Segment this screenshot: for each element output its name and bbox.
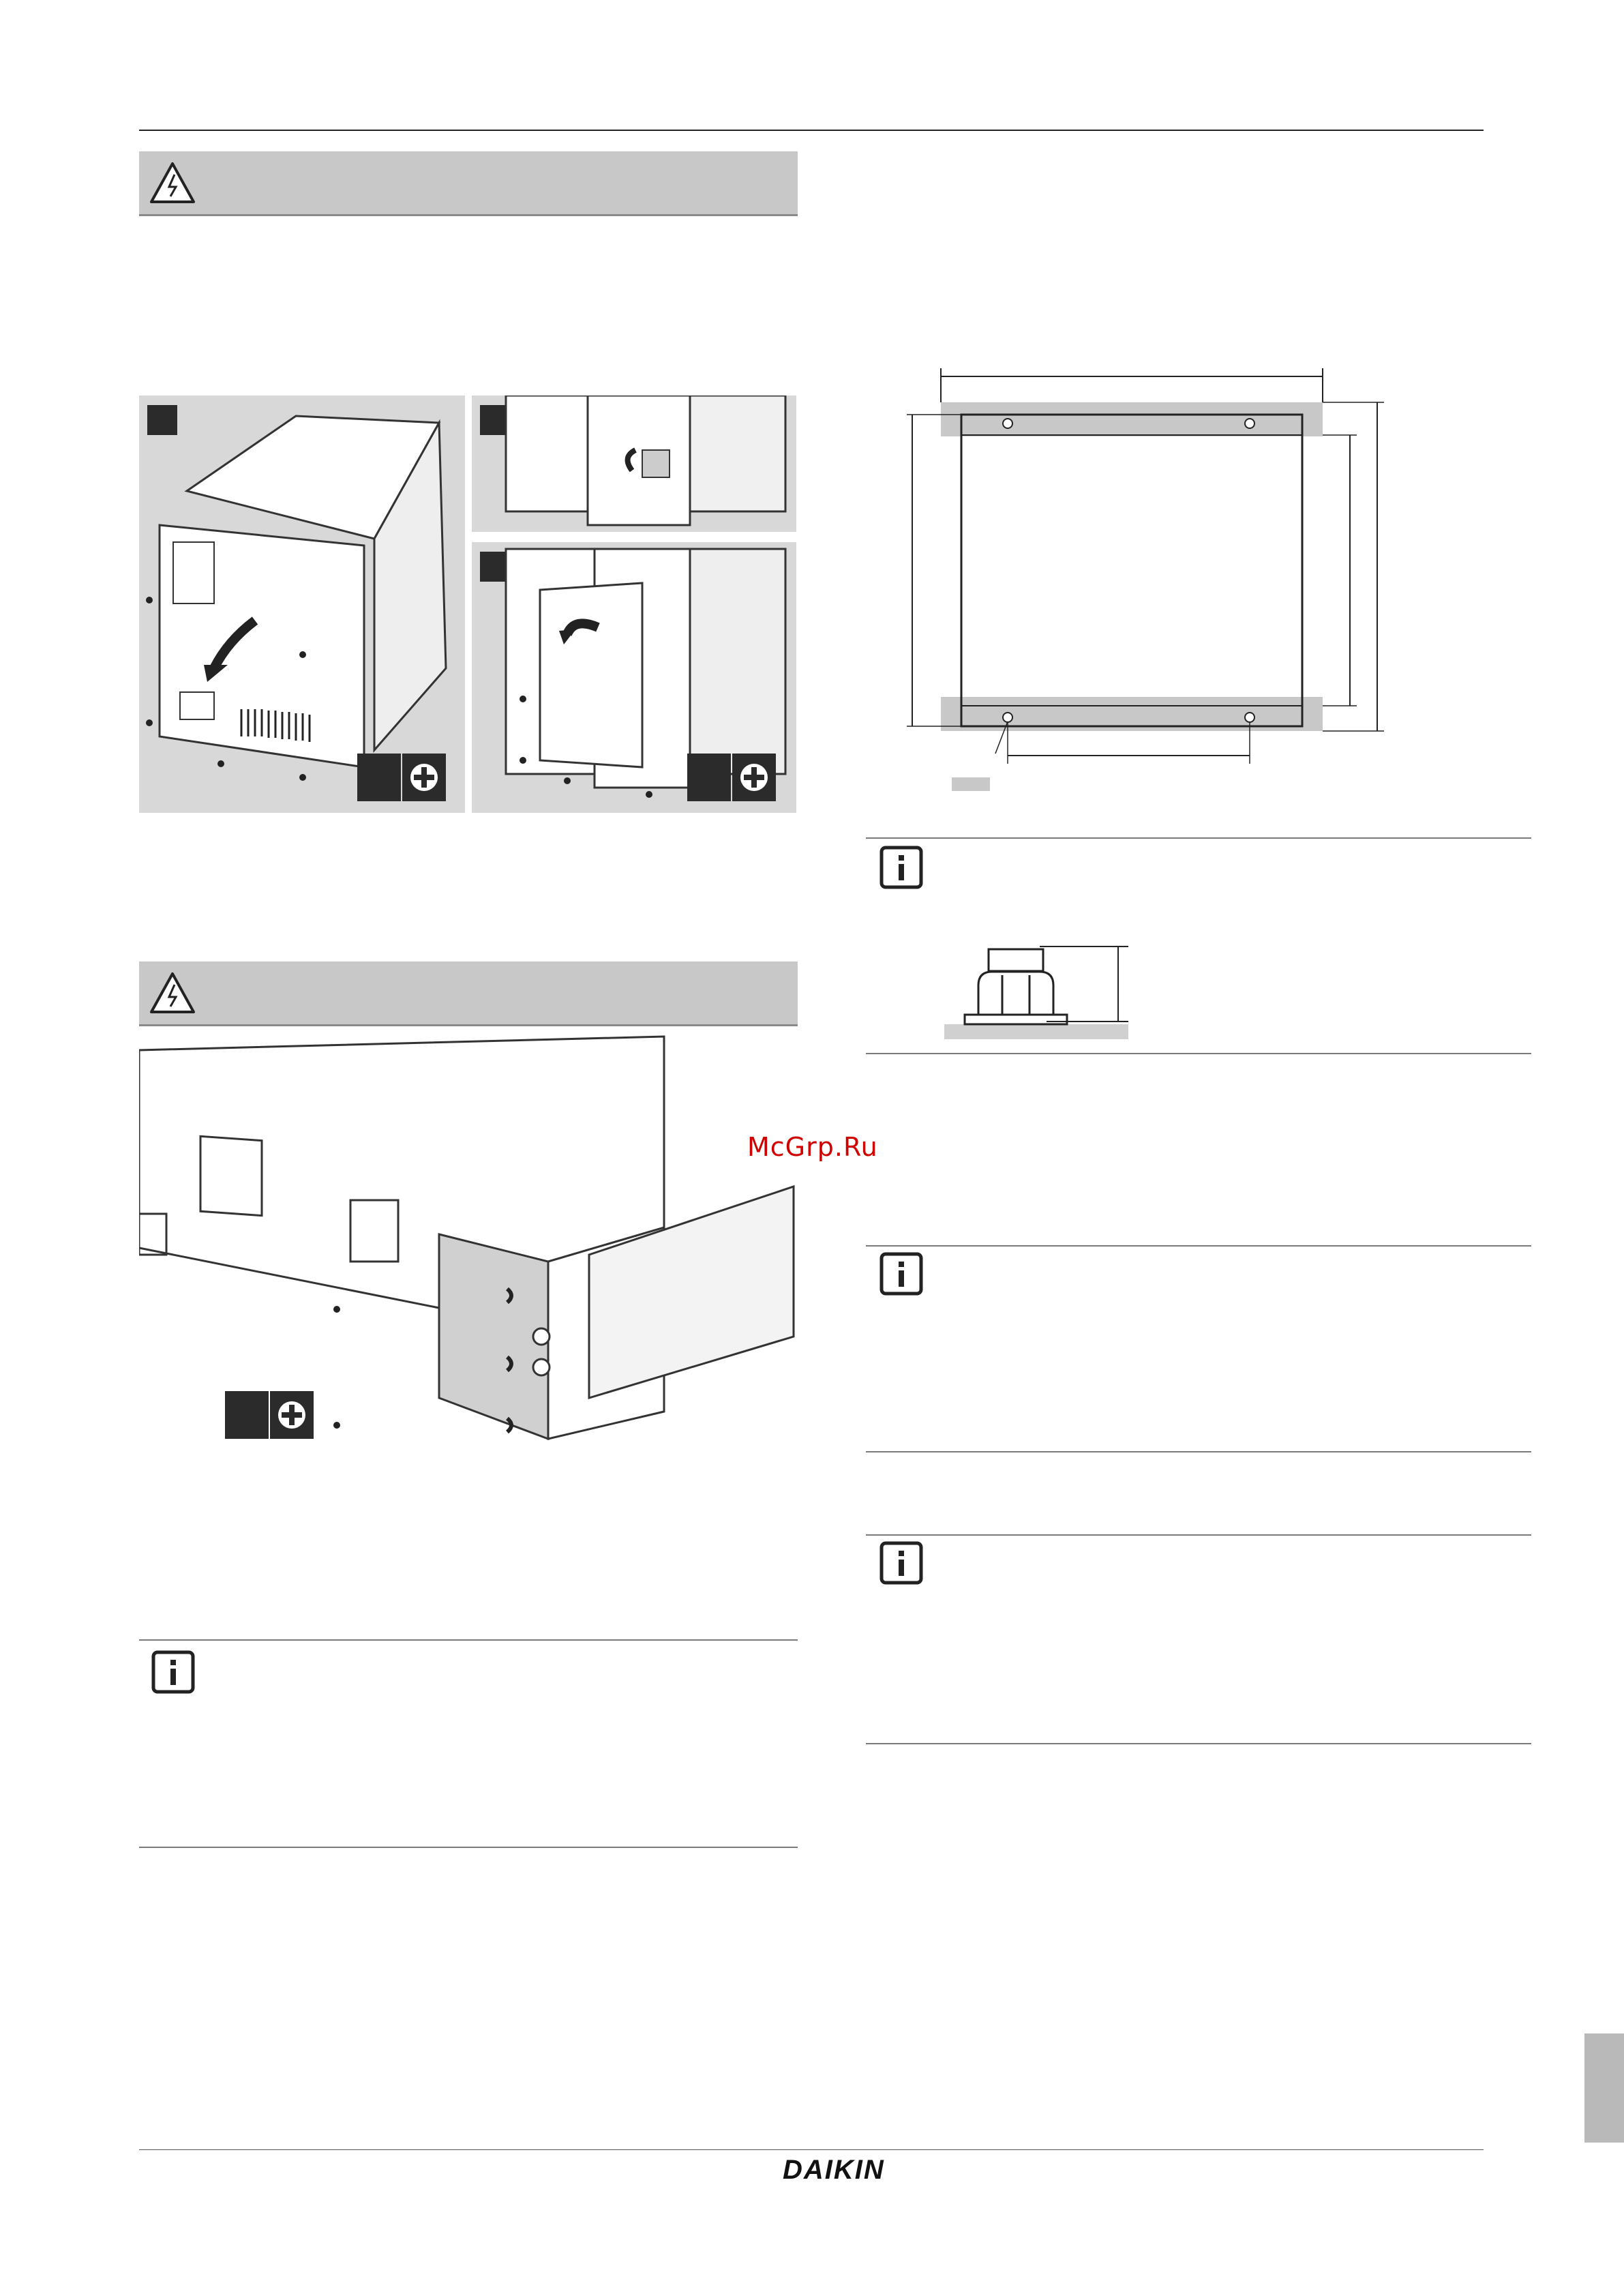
legend-swatch — [952, 777, 990, 791]
screwdriver-icon — [270, 1391, 314, 1439]
tool-indicator-c — [687, 754, 776, 801]
note-1-top-rule — [139, 1639, 798, 1641]
figure-panel-a — [139, 396, 465, 813]
chapter-side-tab — [1584, 2033, 1624, 2143]
header-rule — [139, 130, 1484, 131]
footer-brand-logo: DAIKIN — [783, 2155, 885, 2185]
note-4-bottom-rule — [866, 1743, 1531, 1744]
note-4-top-rule — [866, 1534, 1531, 1536]
side-panel-illustration — [139, 1030, 798, 1452]
information-icon — [151, 1650, 195, 1694]
screwdriver-icon — [402, 754, 446, 801]
information-icon — [879, 846, 923, 889]
electric-warning-icon — [149, 971, 196, 1015]
note-3-top-rule — [866, 1245, 1531, 1247]
note-3-bottom-rule — [866, 1451, 1531, 1452]
figure-panel-b — [472, 396, 796, 532]
note-2-bottom-rule — [866, 1053, 1531, 1054]
information-icon — [879, 1541, 923, 1585]
foundation-dimension-drawing — [886, 361, 1432, 798]
tool-indicator-a — [357, 754, 446, 801]
warning-band-2 — [139, 961, 798, 1026]
anchor-bolt-illustration — [944, 934, 1142, 1043]
tool-indicator-side — [225, 1391, 314, 1439]
screwdriver-icon — [732, 754, 776, 801]
unit-illustration-a — [139, 396, 465, 813]
electric-warning-icon — [149, 161, 196, 205]
note-1-bottom-rule — [139, 1847, 798, 1848]
figure-panel-c — [472, 542, 796, 813]
note-2-top-rule — [866, 837, 1531, 839]
information-icon — [879, 1252, 923, 1296]
watermark: McGrp.Ru — [747, 1132, 878, 1162]
warning-band-1 — [139, 151, 798, 216]
unit-illustration-b — [472, 396, 796, 532]
footer-rule — [139, 2149, 1484, 2150]
